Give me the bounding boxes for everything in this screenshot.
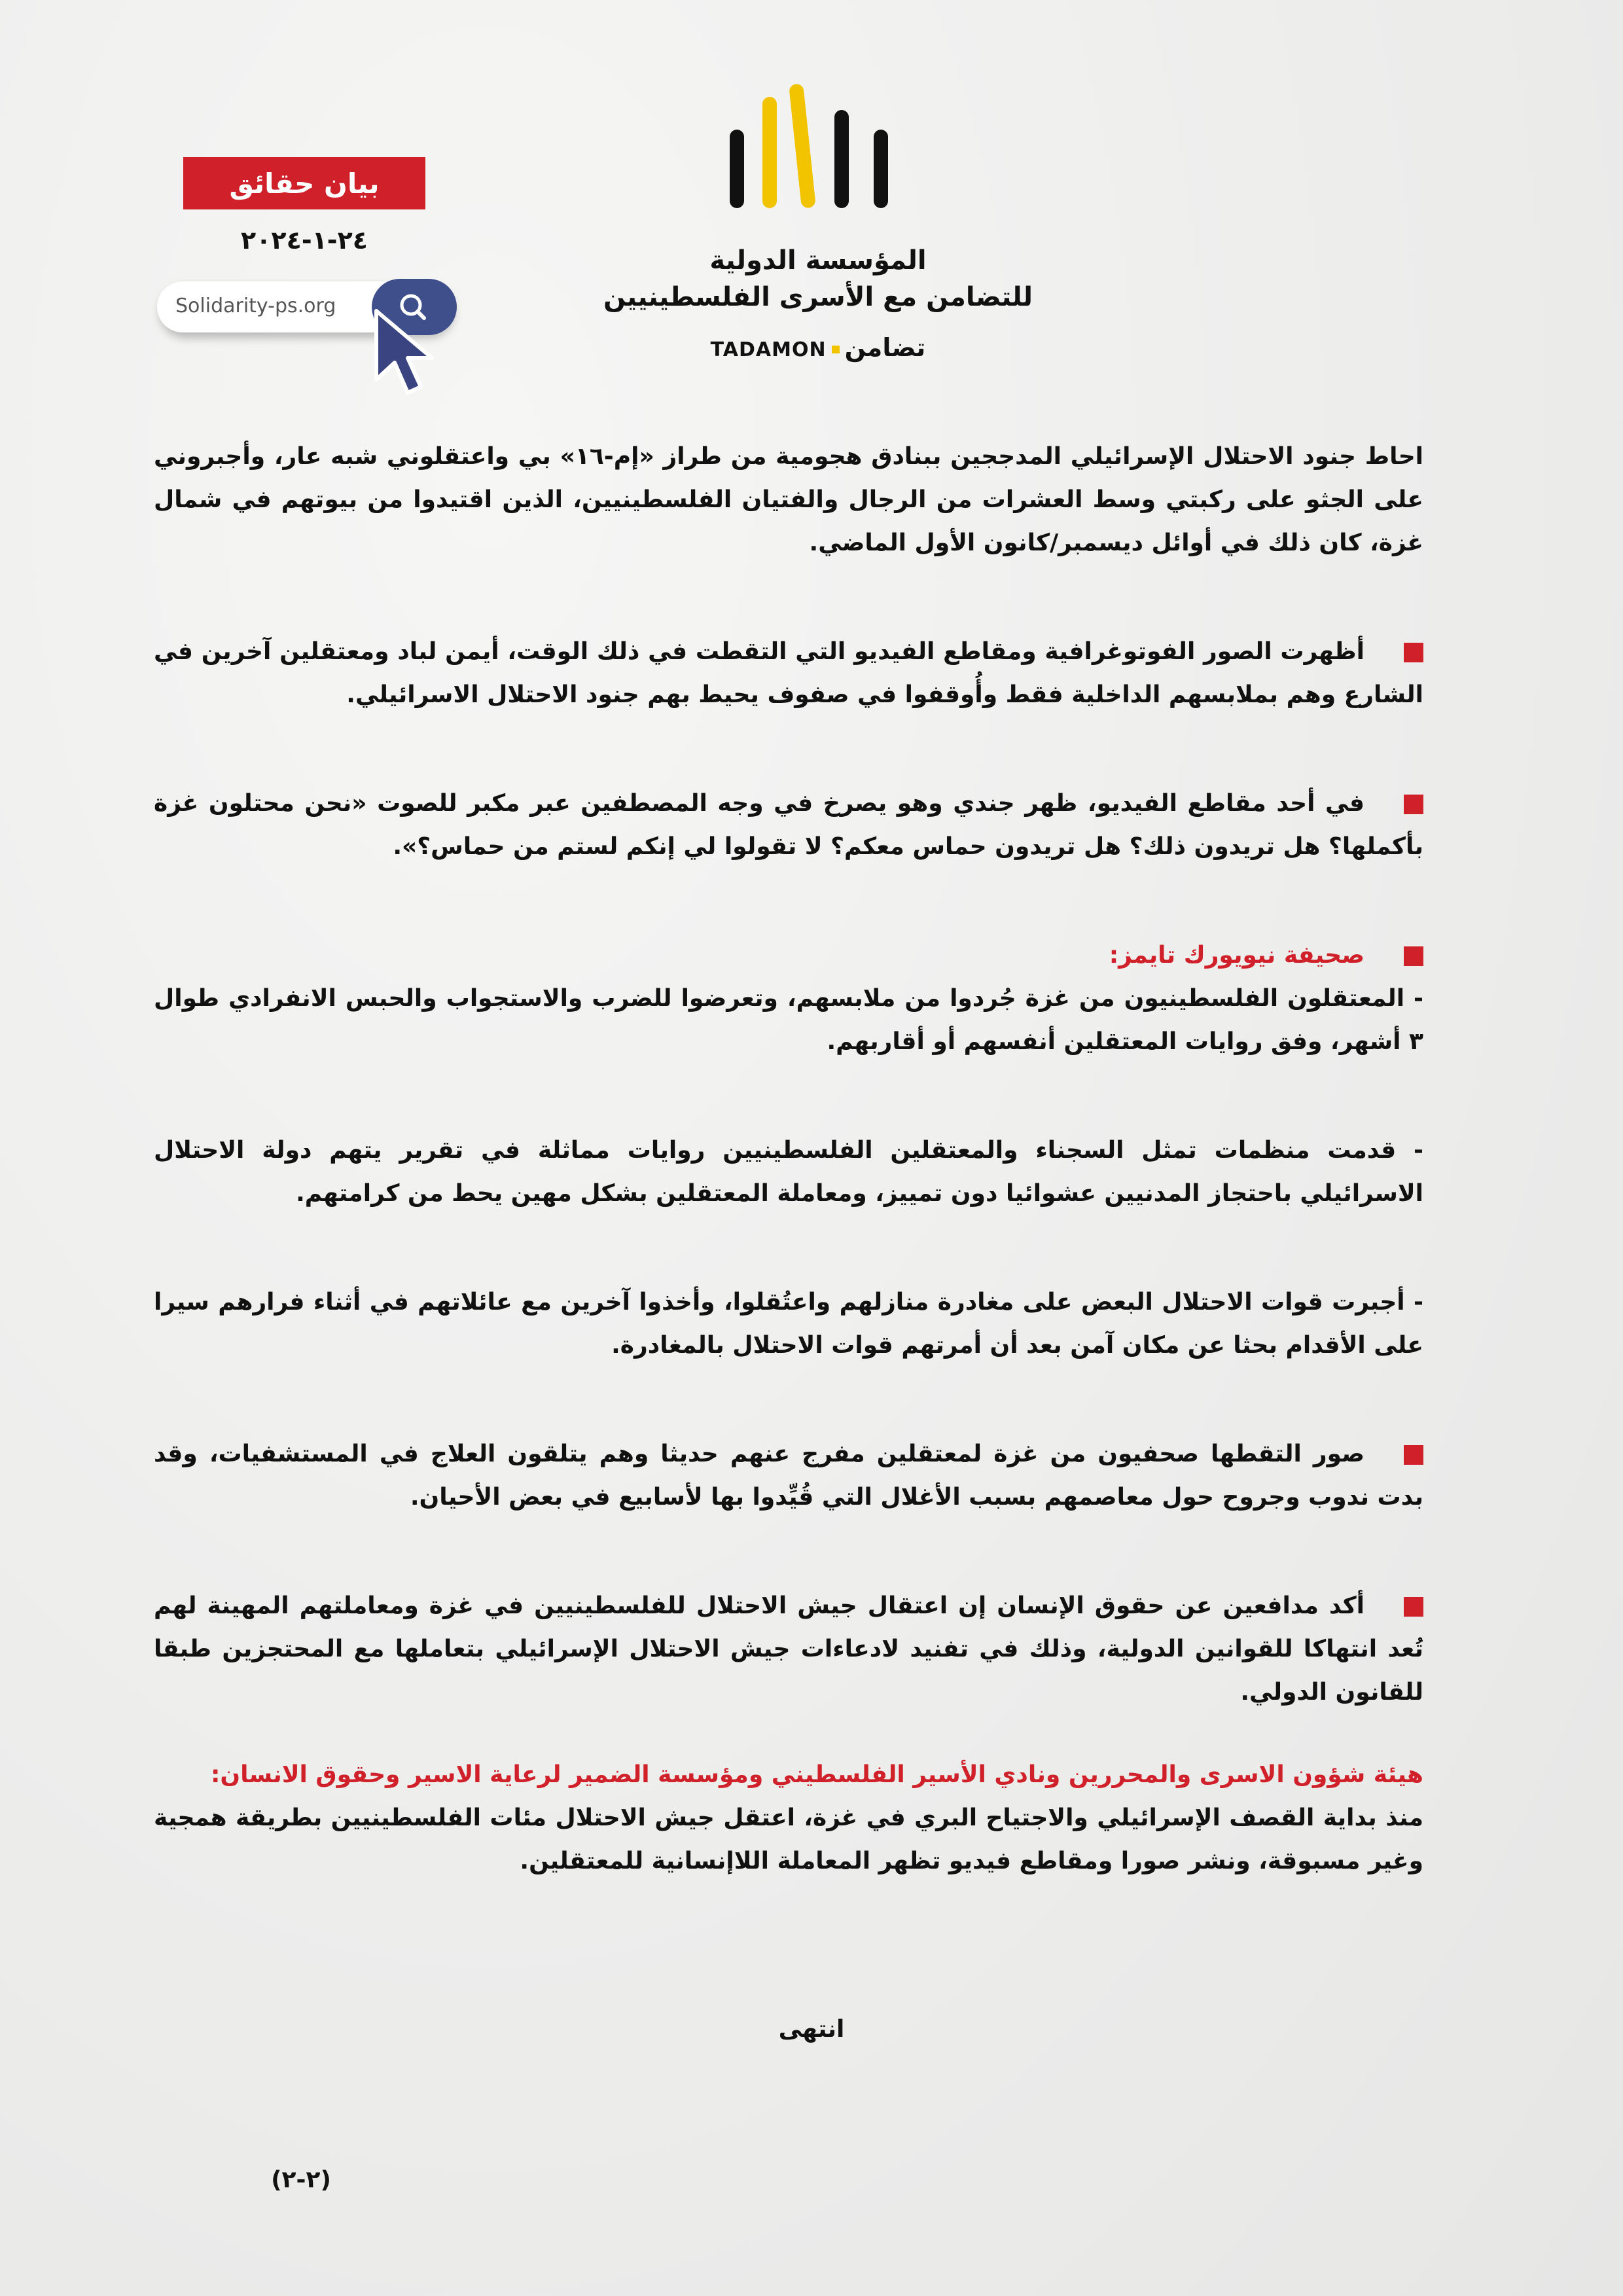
orgs-paragraph: منذ بداية القصف الإسرائيلي والاجتياح البري في غزة، اعتقل جيش الاحتلال مئات الفلسطينيين بطريقة همجية وغير مسبوقة، ونشر صورا ومقاطع فيديو تظهر المعاملة اللاإنسانية للمعتقلين. (154, 1804, 1423, 1874)
bullet-square-icon (1404, 1597, 1423, 1617)
orgs-heading: هيئة شؤون الاسرى والمحررين ونادي الأسير الفلسطيني ومؤسسة الضمير لرعاية الاسير وحقوق الانسان: (210, 1761, 1423, 1788)
bullet-text-3: صور التقطها صحفيون من غزة لمعتقلين مفرج عنهم حديثا وهم يتلقون العلاج في المستشفيات، وقد بدت ندوب وجروح حول معاصمهم بسبب الأغلال التي قُيِّدوا بها لأسابيع في بعض الأحيان. (154, 1441, 1423, 1511)
statement-badge: بيان حقائق (183, 157, 425, 209)
org-brand (576, 331, 1060, 367)
brand-dot-icon (832, 346, 840, 353)
website-url[interactable]: Solidarity-ps.org (175, 295, 336, 317)
bullet-paragraph-4 (154, 1585, 1423, 1714)
nyt-heading-text: صحيفة نيويورك تايمز: (1109, 942, 1364, 969)
org-name-line1: المؤسسة الدولية (709, 245, 927, 276)
statement-body (154, 435, 1423, 1883)
cursor-icon (370, 308, 448, 399)
brand-arabic: تضامن (844, 333, 926, 362)
bullet-text-2: في أحد مقاطع الفيديو، ظهر جندي وهو يصرخ في وجه المصطفين عبر مكبر للصوت «نحن محتلون غزة بأكملها؟ هل تريدون ذلك؟ هل تريدون حماس معكم؟ لا تقولوا لي إنكم لستم من حماس؟». (154, 790, 1423, 860)
org-name-line2: للتضامن مع الأسرى الفلسطينيين (603, 282, 1033, 312)
logo-bars-icon (717, 84, 913, 215)
nyt-heading (154, 934, 1423, 977)
statement-date: ٢٤-١-٢٠٢٤ (241, 226, 368, 255)
ending-text: انتهى (778, 2016, 845, 2043)
bullet-paragraph-3 (154, 1433, 1423, 1519)
nyt-item-3: - أجبرت قوات الاحتلال البعض على مغادرة منازلهم واعتُقلوا، وأخذوا آخرين مع عائلاتهم في أثناء فرارهم سيرا على الأقدام بحثا عن مكان آمن بعد أن أمرتهم قوات الاحتلال بالمغادرة. (154, 1289, 1423, 1359)
bullet-square-icon (1404, 1445, 1423, 1465)
bullet-paragraph-2 (154, 782, 1423, 869)
intro-paragraph: احاط جنود الاحتلال الإسرائيلي المدججين ببنادق هجومية من طراز «إم-١٦» بي واعتقلوني شبه عار، وأجبروني على الجثو على ركبتي وسط العشرات من الرجال والفتيان الفلسطينيين، الذين اقتيدوا من بيوتهم في شمال غزة، كان ذلك في أوائل ديسمبر/كانون الأول الماضي. (154, 443, 1423, 556)
nyt-item-2: - قدمت منظمات تمثل السجناء والمعتقلين الفلسطينيين روايات مماثلة في تقرير يتهم دولة الاحتلال الاسرائيلي باحتجاز المدنيين عشوائيا دون تمييز، ومعاملة المعتقلين بشكل مهين يحط من كرامتهم. (154, 1137, 1423, 1207)
bullet-text-1: أظهرت الصور الفوتوغرافية ومقاطع الفيديو التي التقطت في ذلك الوقت، أيمن لباد ومعتقلين آخرين في الشارع وهم بملابسهم الداخلية فقط وأُوقفوا في صفوف يحيط بهم جنود الاحتلال الاسرائيلي. (154, 638, 1423, 708)
bullet-paragraph-1 (154, 630, 1423, 717)
nyt-item-1: - المعتقلون الفلسطينيون من غزة جُردوا من ملابسهم، وتعرضوا للضرب والاستجواب والحبس الانفرادي طوال ٣ أشهر، وفق روايات المعتقلين أنفسهم أو أقاربهم. (154, 985, 1423, 1055)
organization-name (576, 242, 1060, 367)
bullet-square-icon (1404, 795, 1423, 814)
bullet-text-4: أكد مدافعين عن حقوق الإنسان إن اعتقال جيش الاحتلال للفلسطينيين في غزة ومعاملتهم المهينة لهم تُعد انتهاكا للقوانين الدولية، وذلك في تفنيد لادعاءات جيش الاحتلال الإسرائيلي بتعاملها مع المحتجزين طبقا للقانون الدولي. (154, 1592, 1423, 1706)
bullet-square-icon (1404, 946, 1423, 966)
bullet-square-icon (1404, 643, 1423, 662)
page-number: (٢-٢) (271, 2166, 331, 2193)
brand-latin: TADAMON (710, 338, 827, 361)
